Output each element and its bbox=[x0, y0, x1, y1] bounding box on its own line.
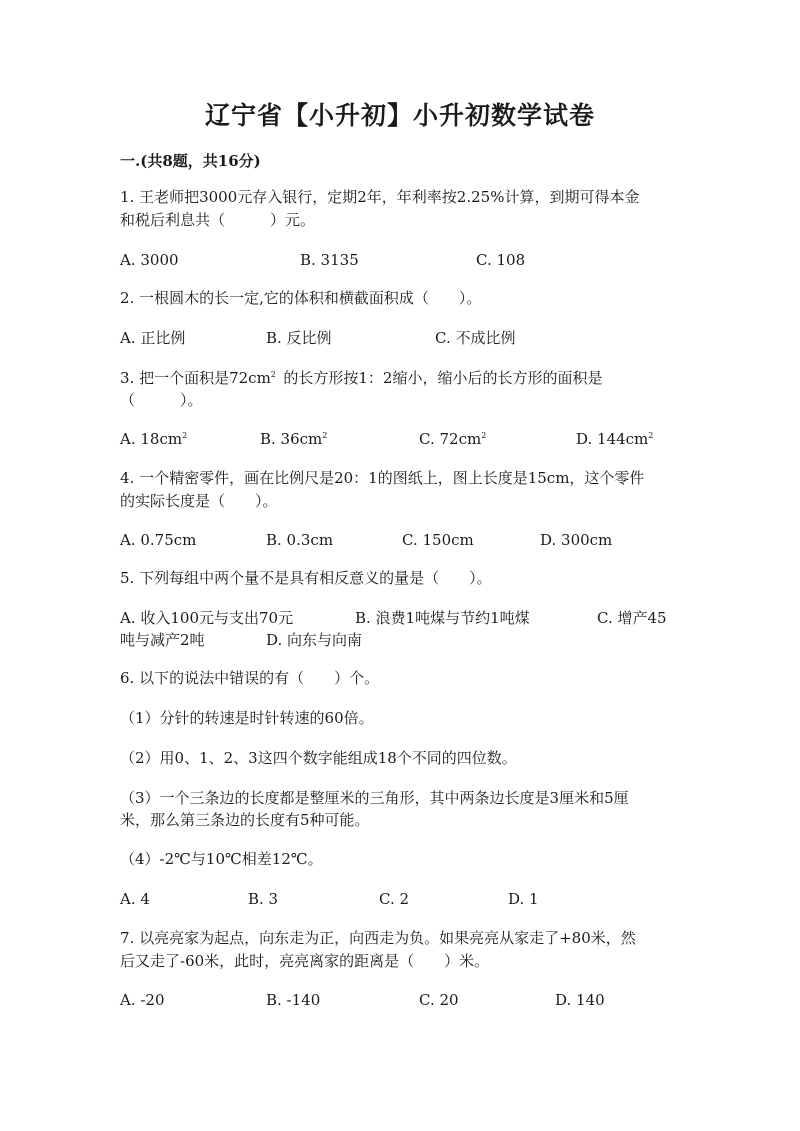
superscript-2: 2 bbox=[322, 431, 328, 440]
question-1-line-1: 1. 王老师把3000元存入银行，定期2年，年利率按2.25%计算，到期可得本金 bbox=[120, 188, 640, 206]
question-6-option-d[interactable]: D. 1 bbox=[508, 890, 539, 908]
question-3-option-b-label: B. 36cm bbox=[260, 430, 323, 448]
superscript-2: 2 bbox=[481, 431, 487, 440]
question-6-option-a[interactable]: A. 4 bbox=[120, 890, 150, 908]
question-6-statement-1: （1）分针的转速是时针转速的60倍。 bbox=[120, 709, 374, 727]
question-2-option-c[interactable]: C. 不成比例 bbox=[435, 329, 516, 347]
question-6-statement-3: （3）一个三条边的长度都是整厘米的三角形，其中两条边长度是3厘米和5厘 bbox=[120, 789, 629, 807]
question-3-option-a-label: A. 18cm bbox=[120, 430, 183, 448]
question-5-option-c[interactable]: C. 增产45 bbox=[597, 609, 667, 627]
question-7-option-c[interactable]: C. 20 bbox=[419, 991, 459, 1009]
question-7-line-2: 后又走了-60米，此时，亮亮离家的距离是（ ）米。 bbox=[120, 952, 490, 970]
question-6-option-b[interactable]: B. 3 bbox=[248, 890, 279, 908]
question-5-option-c-continued[interactable]: 吨与减产2吨 bbox=[120, 631, 205, 649]
question-4-option-c[interactable]: C. 150cm bbox=[402, 531, 474, 549]
question-2-line-1: 2. 一根圆木的长一定,它的体积和横截面积成（ ）。 bbox=[120, 289, 482, 307]
question-5-option-b[interactable]: B. 浪费1吨煤与节约1吨煤 bbox=[355, 609, 530, 627]
superscript-2: 2 bbox=[182, 431, 188, 440]
question-3-text-end: 的长方形按1：2缩小，缩小后的长方形的面积是 bbox=[283, 369, 603, 387]
question-6-line-1: 6. 以下的说法中错误的有（ ）个。 bbox=[120, 669, 380, 687]
superscript-2: 2 bbox=[648, 431, 654, 440]
question-6-statement-4: （4）-2℃与10℃相差12℃。 bbox=[120, 850, 323, 868]
question-7-option-d[interactable]: D. 140 bbox=[555, 991, 605, 1009]
question-5-option-a[interactable]: A. 收入100元与支出70元 bbox=[120, 609, 294, 627]
question-1-option-b[interactable]: B. 3135 bbox=[300, 251, 359, 269]
question-4-option-a[interactable]: A. 0.75cm bbox=[120, 531, 197, 549]
question-1-option-a[interactable]: A. 3000 bbox=[120, 251, 179, 269]
section-heading: 一.(共8题，共16分) bbox=[120, 152, 261, 170]
question-2-option-a[interactable]: A. 正比例 bbox=[120, 329, 186, 347]
question-4-option-b[interactable]: B. 0.3cm bbox=[266, 531, 334, 549]
question-3-option-d[interactable] bbox=[576, 428, 653, 450]
question-5-line-1: 5. 下列每组中两个量不是具有相反意义的量是（ ）。 bbox=[120, 569, 492, 587]
question-6-option-c[interactable]: C. 2 bbox=[379, 890, 410, 908]
superscript-2: 2 bbox=[270, 370, 276, 379]
question-1-line-2: 和税后利息共（ ）元。 bbox=[120, 211, 316, 229]
question-7-option-a[interactable]: A. -20 bbox=[120, 991, 165, 1009]
question-2-option-b[interactable]: B. 反比例 bbox=[266, 329, 332, 347]
question-7-option-b[interactable]: B. -140 bbox=[266, 991, 321, 1009]
question-5-option-d[interactable]: D. 向东与向南 bbox=[266, 631, 363, 649]
question-6-statement-2: （2）用0、1、2、3这四个数字能组成18个不同的四位数。 bbox=[120, 749, 517, 767]
question-3-line-2: （ ）。 bbox=[120, 391, 203, 409]
question-4-line-1: 4. 一个精密零件，画在比例尺是20：1的图纸上，图上长度是15cm，这个零件 bbox=[120, 469, 645, 487]
question-3-line-1 bbox=[120, 367, 680, 389]
question-3-option-c[interactable] bbox=[419, 428, 486, 450]
question-3-option-d-label: D. 144cm bbox=[576, 430, 649, 448]
question-3-option-c-label: C. 72cm bbox=[419, 430, 482, 448]
question-3-option-b[interactable] bbox=[260, 428, 327, 450]
question-4-line-2: 的实际长度是（ ）。 bbox=[120, 492, 278, 510]
question-3-option-a[interactable] bbox=[120, 428, 187, 450]
question-3-text-start: 3. 把一个面积是72cm bbox=[120, 369, 271, 387]
page-title: 辽宁省【小升初】小升初数学试卷 bbox=[204, 101, 595, 130]
question-4-option-d[interactable]: D. 300cm bbox=[540, 531, 613, 549]
question-7-line-1: 7. 以亮亮家为起点，向东走为正，向西走为负。如果亮亮从家走了+80米，然 bbox=[120, 929, 636, 947]
question-1-option-c[interactable]: C. 108 bbox=[476, 251, 526, 269]
question-6-statement-3-continued: 米，那么第三条边的长度有5种可能。 bbox=[120, 811, 370, 829]
